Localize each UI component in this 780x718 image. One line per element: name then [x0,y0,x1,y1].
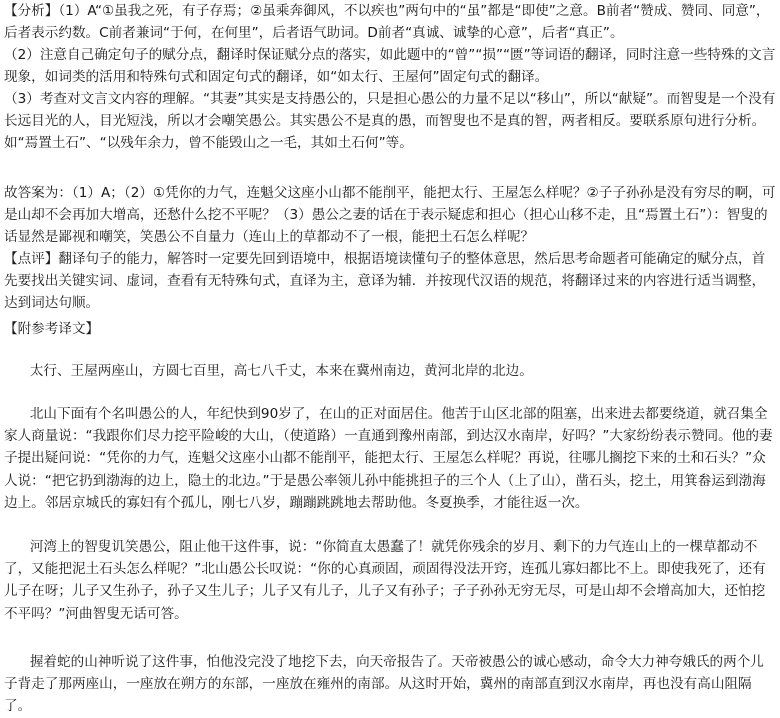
comment-paragraph: 【点评】翻译句子的能力，解答时一定要先回到语境中，根据语境读懂句子的整体意思，然后思考命题者可能确定的赋分点，首先要找出关键实词、虚词，查看有无特殊句式，直译为主，意译为辅．并按现代汉语的规范，将翻译过来的内容进行适当调整，达到词达句顺。 [4,251,766,312]
analysis-paragraph-3: （3）考查对文言文内容的理解。“其妻”其实是支持愚公的，只是担心愚公的力量不足以“移山”，所以“献疑”。而智叟是一个没有长远目光的人，目光短浅，所以才会嘲笑愚公。其实愚公不是真的愚，而智叟也不是真的智，两者相反。要联系原句进行分析。如“焉置土石”、“以残年余力，曾不能毁山之一毛，其如土石何”等。 [4,91,776,152]
translation-paragraph-2: 北山下面有个名叫愚公的人，年纪快到90岁了，在山的正对面居住。他苦于山区北部的阻塞，出来进去都要绕道，就召集全家人商量说：“我跟你们尽力挖平险峻的大山，（使道路）一直通到豫州南部，到达汉水南岸，好吗？”大家纷纷表示赞同。他的妻子提出疑问说：“凭你的力气，连魁父这座小山都不能削平，能把太行、王屋怎么样呢？再说，往哪儿搁挖下来的土和石头？”众人说：“把它扔到渤海的边上，隐土的北边。”于是愚公率领儿孙中能挑担子的三个人（上了山），凿石头，挖土，用箕畚运到渤海边上。邻居京城氏的寡妇有个孤儿，刚七八岁，蹦蹦跳跳地去帮助他。冬夏换季，才能往返一次。 [4,406,773,511]
analysis-paragraph-1: 【分析】（1）A“①虽我之死，有子存焉；②虽乘奔御风，不以疾也”两句中的“虽”都是“即使”之意。B前者“赞成、赞同、同意”，后者表示约数。C前者兼词“于何，在何里”，后者语气助词。D前者“真诚、诚挚的心意”，后者“真正”。 [4,3,770,42]
answer-paragraph: 故答案为：（1）A；（2）①凭你的力气，连魁父这座小山都不能削平，能把太行、王屋怎么样呢？②子子孙孙是没有穷尽的啊，可是山却不会再加大增高，还愁什么挖不平呢？（3）愚公之妻的话在于表示疑虑和担心（担心山移不走，且“焉置土石”）：智叟的话显然是鄙视和嘲笑，笑愚公不自量力（连山上的草都动不了一根，能把土石怎么样呢？ [4,185,776,246]
translation-paragraph-4: 握着蛇的山神听说了这件事，怕他没完没了地挖下去，向天帝报告了。天帝被愚公的诚心感动，命令大力神夸娥氏的两个儿子背走了那两座山，一座放在朔方的东部，一座放在雍州的南部。从这时开始，冀州的南部直到汉水南岸，再也没有高山阻隔了。 [4,654,764,715]
translation-heading: 【附参考译文】 [4,321,100,337]
analysis-paragraph-2: （2）注意自己确定句子的赋分点，翻译时保证赋分点的落实，如此题中的“曾”“损”“匮”等词语的翻译，同时注意一些特殊的文言现象，如词类的活用和特殊句式和固定句式的翻译，如“如太行、王屋何”固定句式的翻译。 [4,47,776,86]
translation-paragraph-3: 河湾上的智叟讥笑愚公，阻止他干这件事，说：“你简直太愚蠢了！就凭你残余的岁月、剩下的力气连山上的一棵草都动不了，又能把泥土石头怎么样呢？”北山愚公长叹说：“你的心真顽固，顽固得没法开窍，连孤儿寡妇都比不上。即使我死了，还有儿子在呀；儿子又生孙子，孙子又生儿子；儿子又有儿子，儿子又有孙子；子子孙孙无穷无尽，可是山却不会增高加大，还怕挖不平吗？”河曲智叟无话可答。 [4,539,766,622]
translation-paragraph-1: 太行、王屋两座山，方圆七百里，高七八千丈，本来在冀州南边，黄河北岸的北边。 [29,363,533,379]
